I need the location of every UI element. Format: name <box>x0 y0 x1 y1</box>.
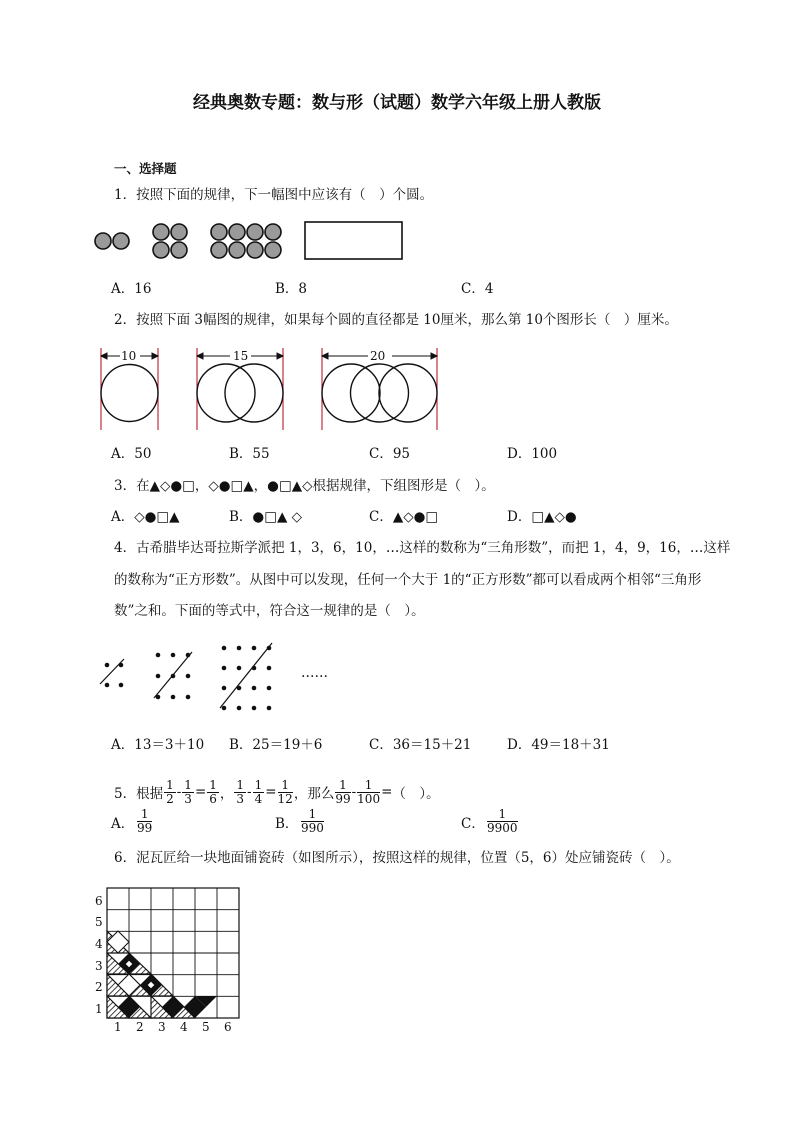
q2-option-c[interactable]: C．95 <box>369 446 411 462</box>
y-axis-label: 2 <box>95 980 103 994</box>
q6-text: 6．泥瓦匠给一块地面铺瓷砖（如图所示），按照这样的规律，位置（5，6）处应铺瓷砖（ ）。 <box>114 850 680 866</box>
fraction: $\frac{1}{3}$ <box>236 777 245 806</box>
q5-option-b-fraction[interactable]: 1 990 <box>301 807 324 835</box>
section-heading: 一、选择题 <box>114 161 177 176</box>
fraction: $\frac{1}{100}$ <box>357 777 381 806</box>
q3-option-a[interactable]: A．◇●□▲ <box>111 509 180 525</box>
q1-option-b[interactable]: B．8 <box>275 281 308 297</box>
equals-sign: = <box>194 784 207 800</box>
q5-option-b-label[interactable]: B． <box>275 816 299 832</box>
q2-option-a[interactable]: A．50 <box>111 446 152 462</box>
q4-option-a[interactable]: A．13＝3＋10 <box>111 737 205 753</box>
q5-prefix: 5．根据 <box>114 786 164 802</box>
q2-text: 2．按照下面 3幅图的规律，如果每个圆的直径都是 10厘米，那么第 10个图形长（ ）厘米。 <box>114 312 678 328</box>
fraction: $\frac{1}{99}$ <box>335 777 351 806</box>
q4-option-b[interactable]: B．25＝19＋6 <box>229 737 323 753</box>
fraction: $\frac{1}{4}$ <box>254 777 263 806</box>
equals-sign: = <box>265 784 277 800</box>
fraction: $\frac{1}{6}$ <box>209 777 217 806</box>
x-axis-label: 3 <box>158 1020 166 1034</box>
x-axis-label: 6 <box>224 1020 232 1034</box>
fraction: $\frac{1}{12}$ <box>277 777 293 806</box>
page-title: 经典奥数专题：数与形（试题）数学六年级上册人教版 <box>193 93 601 113</box>
q3-option-b[interactable]: B．●□▲ ◇ <box>229 509 303 525</box>
fraction: $\frac{1}{3}$ <box>184 777 192 806</box>
q4-ellipsis: …… <box>301 665 328 681</box>
q5-tail: （ ）。 <box>392 786 440 802</box>
q1-option-a[interactable]: A．16 <box>111 281 152 297</box>
minus-sign: - <box>176 784 182 800</box>
y-axis-label: 1 <box>95 1002 103 1016</box>
minus-sign: - <box>247 784 252 800</box>
q1-text: 1．按照下面的规律，下一幅图中应该有（ ）个圆。 <box>114 187 434 203</box>
q2-option-b[interactable]: B．55 <box>229 446 270 462</box>
comma: ， <box>219 786 234 802</box>
x-axis-label: 5 <box>202 1020 210 1034</box>
y-axis-label: 4 <box>95 937 103 951</box>
q4-text-line3: 数”之和。下面的等式中，符合这一规律的是（ ）。 <box>114 603 425 619</box>
q3-text: 3．在▲◇●□，◇●□▲，●□▲◇根据规律，下组图形是（ ）。 <box>114 478 495 494</box>
q4-text-line2: 的数称为“正方形数”。从图中可以发现，任何一个大于 1的“正方形数”都可以看成两个相邻“三角形 <box>114 572 702 588</box>
q2-option-d[interactable]: D．100 <box>507 446 558 462</box>
y-axis-label: 6 <box>95 894 103 908</box>
equals-sign: = <box>381 784 393 800</box>
connector-text: ，那么 <box>293 786 335 802</box>
q4-option-d[interactable]: D．49＝18＋31 <box>507 737 610 753</box>
q5-option-c-label[interactable]: C． <box>461 816 485 832</box>
y-axis-label: 3 <box>95 959 103 973</box>
fraction: $\frac{1}{2}$ <box>166 777 174 806</box>
q3-option-c[interactable]: C．▲◇●□ <box>369 509 439 525</box>
x-axis-label: 1 <box>114 1020 122 1034</box>
x-axis-label: 2 <box>136 1020 144 1034</box>
minus-sign: - <box>351 784 357 800</box>
x-axis-label: 4 <box>180 1020 188 1034</box>
q4-text-line1: 4．古希腊毕达哥拉斯学派把 1，3，6，10，…这样的数称为“三角形数”，而把 1，4，9，16，…这样 <box>114 540 731 556</box>
q4-option-c[interactable]: C．36＝15＋21 <box>369 737 472 753</box>
q2-dim-3: 20 <box>370 349 386 363</box>
q3-option-d[interactable]: D．□▲◇● <box>507 509 577 525</box>
q5-option-a-fraction[interactable]: 1 99 <box>137 807 153 835</box>
q5-option-c-fraction[interactable]: 1 9900 <box>487 807 518 835</box>
y-axis-label: 5 <box>95 915 103 929</box>
q5-option-a-label[interactable]: A． <box>111 816 135 832</box>
q1-option-c[interactable]: C．4 <box>461 281 494 297</box>
q2-dim-1: 10 <box>121 349 137 363</box>
q2-dim-2: 15 <box>233 349 249 363</box>
